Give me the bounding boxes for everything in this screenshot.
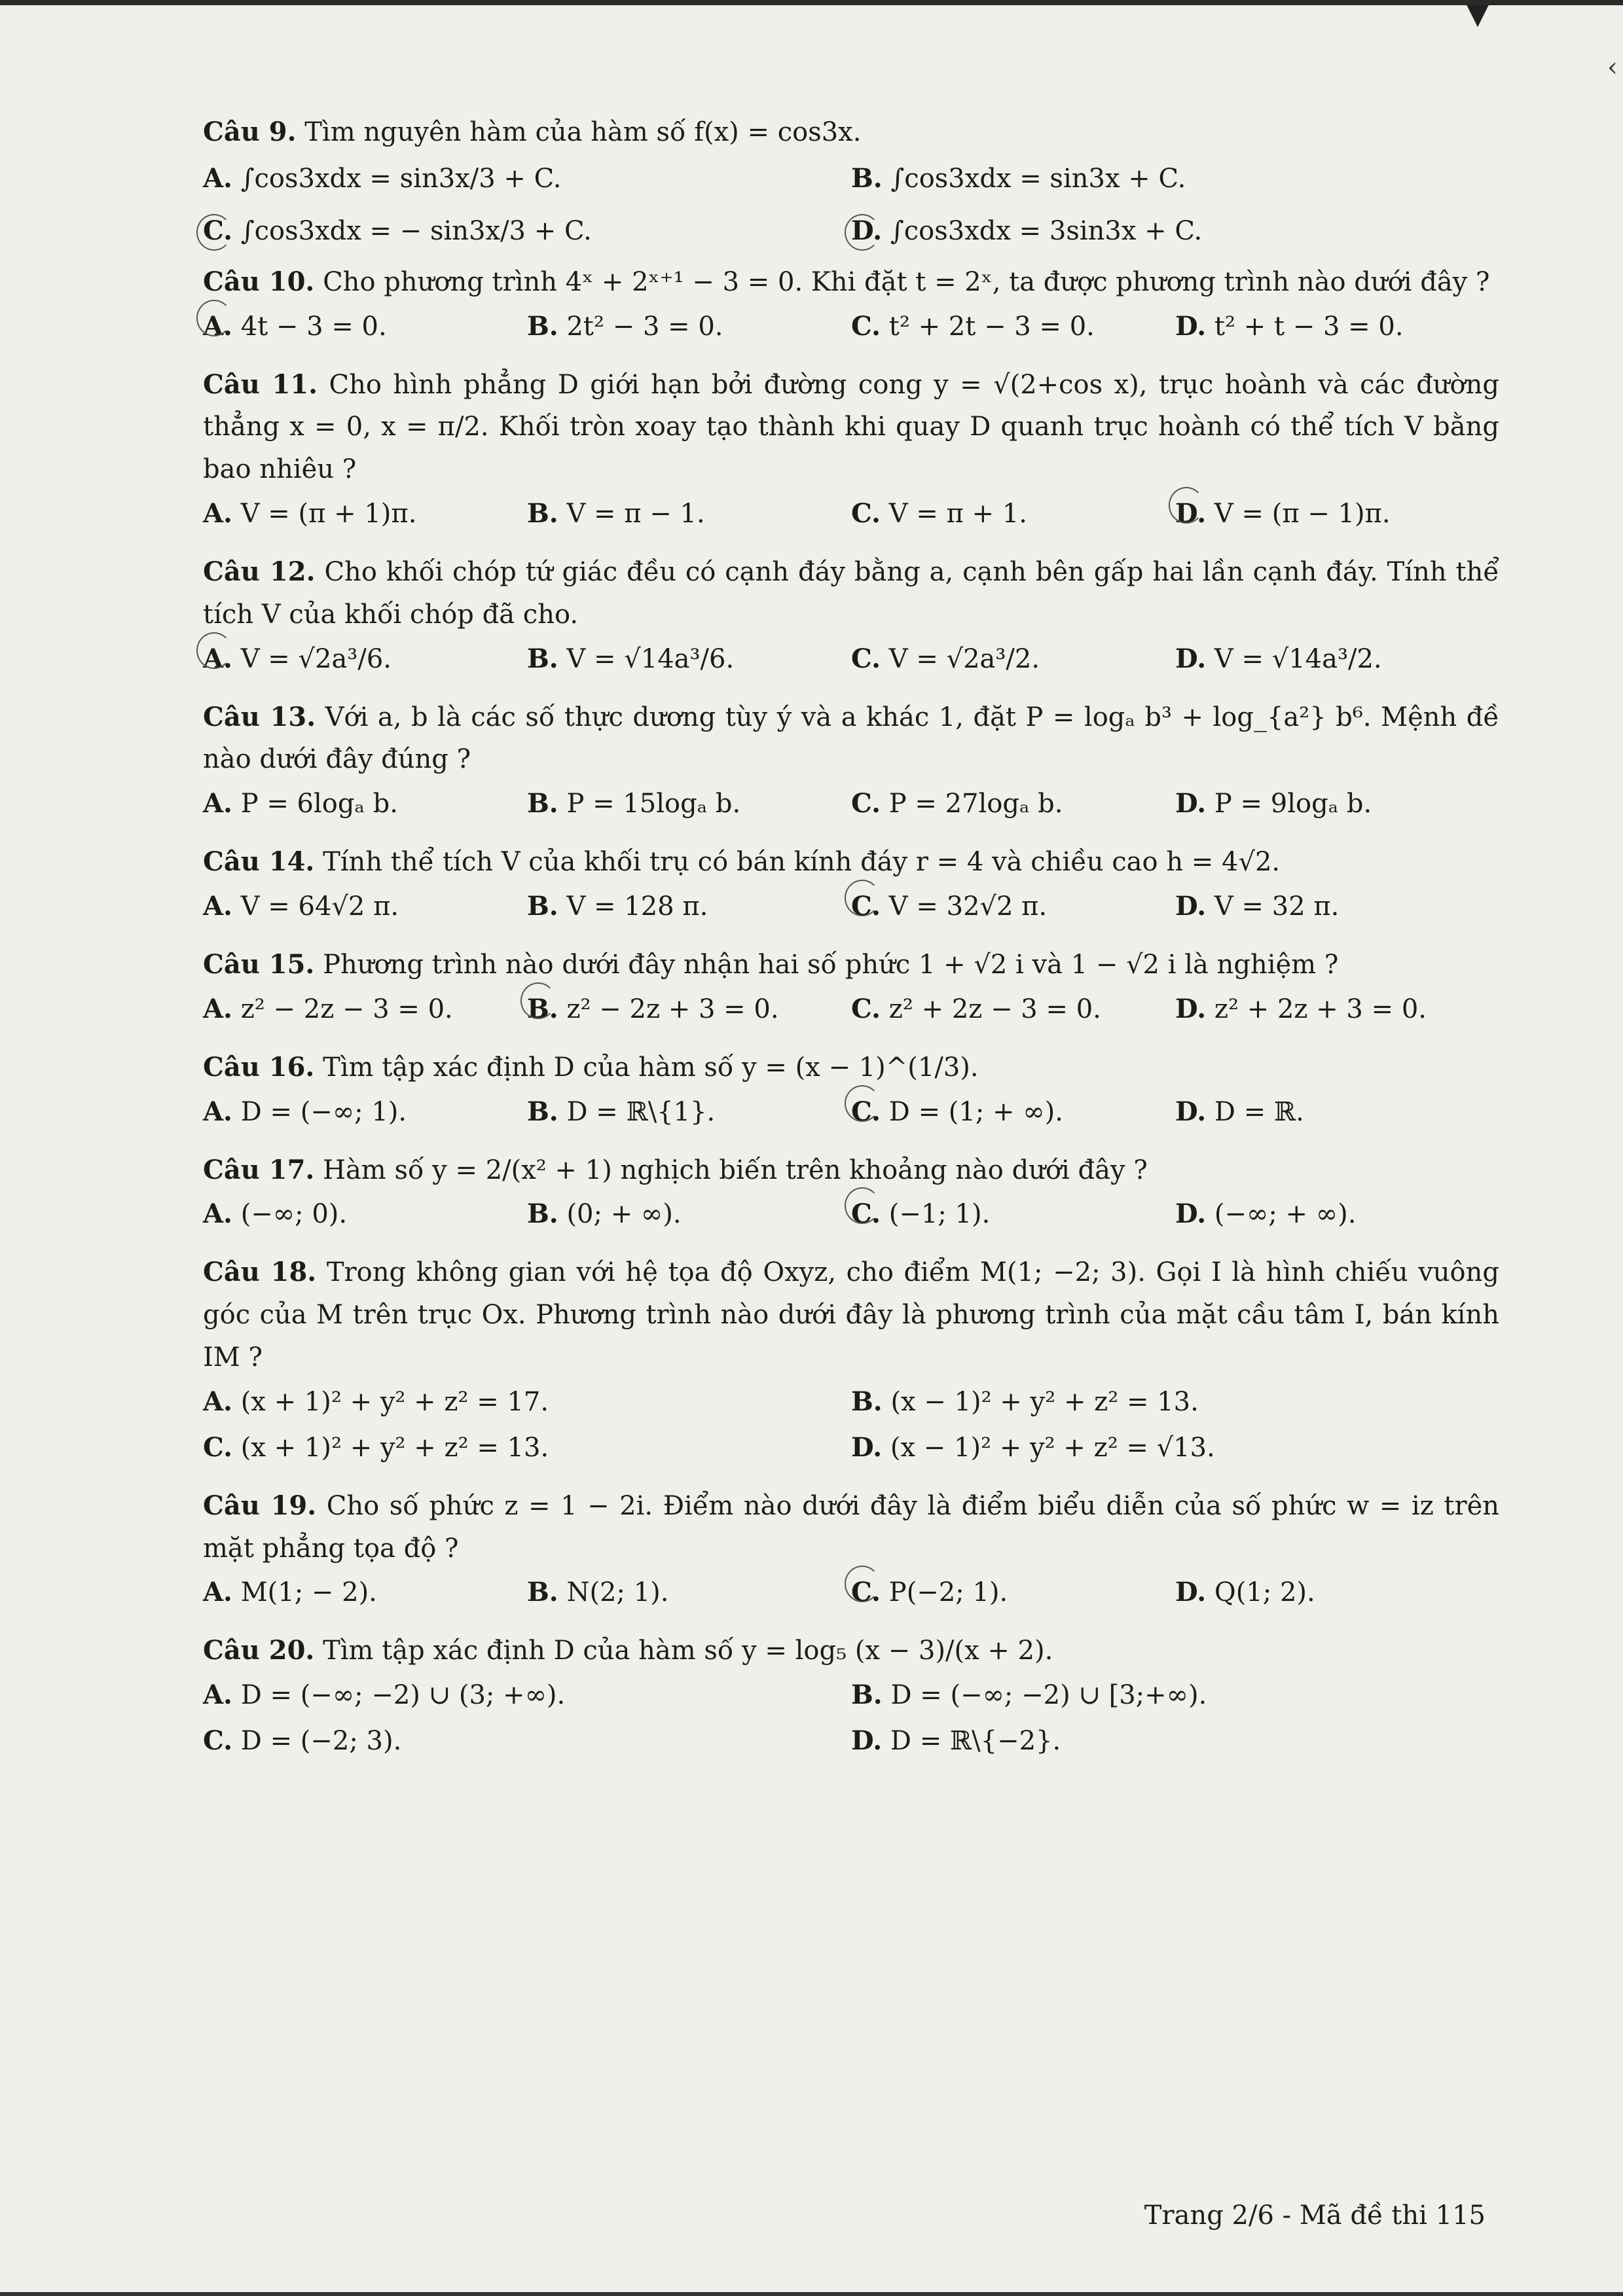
- question-text: Cho phương trình 4ˣ + 2ˣ⁺¹ − 3 = 0. Khi đặt t = 2ˣ, ta được phương trình nào dưới đây ?: [323, 266, 1490, 297]
- option-d: D. (−∞; + ∞).: [1175, 1198, 1357, 1230]
- option-c: C. P = 27logₐ b.: [851, 788, 1063, 819]
- option-d: D. V = (π − 1)π.: [1175, 491, 1499, 537]
- option-a: A. z² − 2z − 3 = 0.: [203, 993, 453, 1024]
- answer-circle-mark: C.: [851, 884, 881, 929]
- option-b: B. (x − 1)² + y² + z² = 13.: [851, 1386, 1199, 1417]
- question-9: [203, 111, 1499, 244]
- option-a: A. D = (−∞; 1).: [203, 1096, 407, 1127]
- option-d: D. V = 32 π.: [1175, 890, 1340, 922]
- option-c: C. P(−2; 1).: [851, 1570, 1175, 1615]
- question-20: [203, 1630, 1499, 1764]
- option-b: B. D = (−∞; −2) ∪ [3;+∞).: [851, 1679, 1207, 1711]
- question-text: Với a, b là các số thực dương tùy ý và a khác 1, đặt P = logₐ b³ + log_{a²} b⁶. Mệnh đề nào dưới đây đúng ?: [203, 702, 1499, 775]
- option-b: B. V = 128 π.: [527, 890, 708, 922]
- question-text: Tính thể tích V của khối trụ có bán kính đáy r = 4 và chiều cao h = 4√2.: [323, 847, 1281, 878]
- option-b: B. D = ℝ\{1}.: [527, 1096, 716, 1127]
- option-a: A. D = (−∞; −2) ∪ (3; +∞).: [203, 1679, 566, 1711]
- option-a: A. 4t − 3 = 0.: [203, 304, 527, 350]
- option-c: C. t² + 2t − 3 = 0.: [851, 310, 1095, 342]
- question-number: Câu 13.: [203, 701, 316, 732]
- option-b: B. (0; + ∞).: [527, 1198, 682, 1230]
- question-number: Câu 15.: [203, 948, 315, 980]
- question-17: [203, 1149, 1499, 1238]
- question-text: Cho khối chóp tứ giác đều có cạnh đáy bằng a, cạnh bên gấp hai lần cạnh đáy. Tính thể tích V của khối chóp đã cho.: [203, 556, 1499, 630]
- question-text: Cho hình phẳng D giới hạn bởi đường cong y = √(2+cos x), trục hoành và các đường thẳng x = 0, x = π/2. Khối tròn xoay tạo thành khi quay D quanh trục hoành có thể tích V bằng bao nhiêu ?: [203, 369, 1500, 485]
- option-a: A. M(1; − 2).: [203, 1577, 377, 1608]
- question-number: Câu 11.: [203, 368, 318, 400]
- option-a: A. V = (π + 1)π.: [203, 497, 417, 529]
- answer-circle-mark: C.: [851, 1191, 881, 1237]
- option-b: B. V = π − 1.: [527, 497, 705, 529]
- question-14: [203, 841, 1499, 929]
- answer-circle-mark: A.: [203, 304, 232, 350]
- option-c: C. V = 32√2 π.: [851, 884, 1175, 929]
- option-d: D. t² + t − 3 = 0.: [1175, 310, 1404, 342]
- option-b: B. P = 15logₐ b.: [527, 788, 741, 819]
- option-b: B. z² − 2z + 3 = 0.: [527, 986, 851, 1032]
- question-15: [203, 944, 1499, 1032]
- question-text: Tìm nguyên hàm của hàm số f(x) = cos3x.: [304, 117, 862, 147]
- question-text: Tìm tập xác định D của hàm số y = log₅ (x − 3)/(x + 2).: [323, 1636, 1053, 1666]
- question-11: [203, 364, 1499, 537]
- question-10: [203, 261, 1499, 350]
- question-text: Hàm số y = 2/(x² + 1) nghịch biến trên khoảng nào dưới đây ?: [323, 1155, 1148, 1185]
- answer-circle-mark: C.: [203, 215, 233, 246]
- option-c: C. z² + 2z − 3 = 0.: [851, 993, 1101, 1024]
- answer-circle-mark: B.: [527, 986, 558, 1032]
- question-text: Trong không gian với hệ tọa độ Oxyz, cho điểm M(1; −2; 3). Gọi I là hình chiếu vuông góc của M trên trục Ox. Phương trình nào dưới đây là phương trình của mặt cầu tâm I, bán kính IM ?: [203, 1257, 1499, 1372]
- option-d: D. V = √14a³/2.: [1175, 643, 1382, 674]
- option-b: B. 2t² − 3 = 0.: [527, 310, 723, 342]
- option-c: C. V = √2a³/2.: [851, 643, 1040, 674]
- question-19: [203, 1485, 1499, 1616]
- option-d: D. P = 9logₐ b.: [1175, 788, 1372, 819]
- option-a: A. V = √2a³/6.: [203, 636, 527, 682]
- option-a: A. (−∞; 0).: [203, 1198, 348, 1230]
- option-d: D. D = ℝ\{−2}.: [851, 1725, 1061, 1757]
- question-13: [203, 696, 1499, 827]
- question-text: Phương trình nào dưới đây nhận hai số phức 1 + √2 i và 1 − √2 i là nghiệm ?: [323, 949, 1339, 980]
- option-d: D. ∫cos3xdx = 3sin3x + C.: [851, 215, 1203, 246]
- option-b: B. ∫cos3xdx = sin3x + C.: [851, 162, 1186, 194]
- question-text: Cho số phức z = 1 − 2i. Điểm nào dưới đây là điểm biểu diễn của số phức w = iz trên mặt phẳng tọa độ ?: [203, 1490, 1500, 1564]
- option-d: D. Q(1; 2).: [1175, 1577, 1315, 1608]
- answer-circle-mark: C.: [851, 1570, 881, 1615]
- scan-top-edge: [0, 0, 1623, 5]
- scan-edge-mark: ‹: [1607, 52, 1618, 82]
- option-d: D. (x − 1)² + y² + z² = √13.: [851, 1431, 1215, 1463]
- question-number: Câu 9.: [203, 117, 297, 147]
- question-number: Câu 14.: [203, 846, 315, 878]
- answer-circle-mark: C.: [851, 1089, 881, 1135]
- option-c: C. V = π + 1.: [851, 497, 1028, 529]
- option-c: C. D = (1; + ∞).: [851, 1089, 1175, 1135]
- option-d: D. z² + 2z + 3 = 0.: [1175, 993, 1427, 1024]
- question-text: Tìm tập xác định D của hàm số y = (x − 1)^(1/3).: [323, 1052, 979, 1083]
- question-number: Câu 16.: [203, 1051, 315, 1083]
- page-footer: Trang 2/6 - Mã đề thi 115: [1144, 2200, 1486, 2231]
- option-a: A. P = 6logₐ b.: [203, 788, 398, 819]
- question-16: [203, 1047, 1499, 1135]
- option-c: C. (−1; 1).: [851, 1191, 1175, 1237]
- question-number: Câu 18.: [203, 1257, 317, 1288]
- question-12: [203, 551, 1499, 682]
- option-b: B. N(2; 1).: [527, 1577, 669, 1608]
- option-c: C. (x + 1)² + y² + z² = 13.: [203, 1431, 549, 1463]
- question-18: [203, 1251, 1499, 1470]
- scan-bottom-edge: [0, 2292, 1623, 2296]
- answer-circle-mark: D.: [851, 215, 883, 246]
- option-c: C. ∫cos3xdx = − sin3x/3 + C.: [203, 215, 592, 246]
- option-a: A. (x + 1)² + y² + z² = 17.: [203, 1386, 549, 1417]
- answer-circle-mark: D.: [1175, 491, 1206, 537]
- option-a: A. ∫cos3xdx = sin3x/3 + C.: [203, 162, 562, 194]
- question-number: Câu 12.: [203, 556, 316, 587]
- answer-circle-mark: A.: [203, 636, 232, 682]
- exam-page-content: [203, 111, 1499, 1778]
- option-c: C. D = (−2; 3).: [203, 1725, 402, 1757]
- question-number: Câu 10.: [203, 266, 315, 297]
- question-number: Câu 19.: [203, 1490, 317, 1521]
- option-a: A. V = 64√2 π.: [203, 890, 399, 922]
- question-number: Câu 17.: [203, 1154, 315, 1185]
- option-b: B. V = √14a³/6.: [527, 643, 735, 674]
- option-d: D. D = ℝ.: [1175, 1096, 1304, 1127]
- question-number: Câu 20.: [203, 1635, 315, 1666]
- scan-corner-mark: ▼: [1467, 0, 1489, 31]
